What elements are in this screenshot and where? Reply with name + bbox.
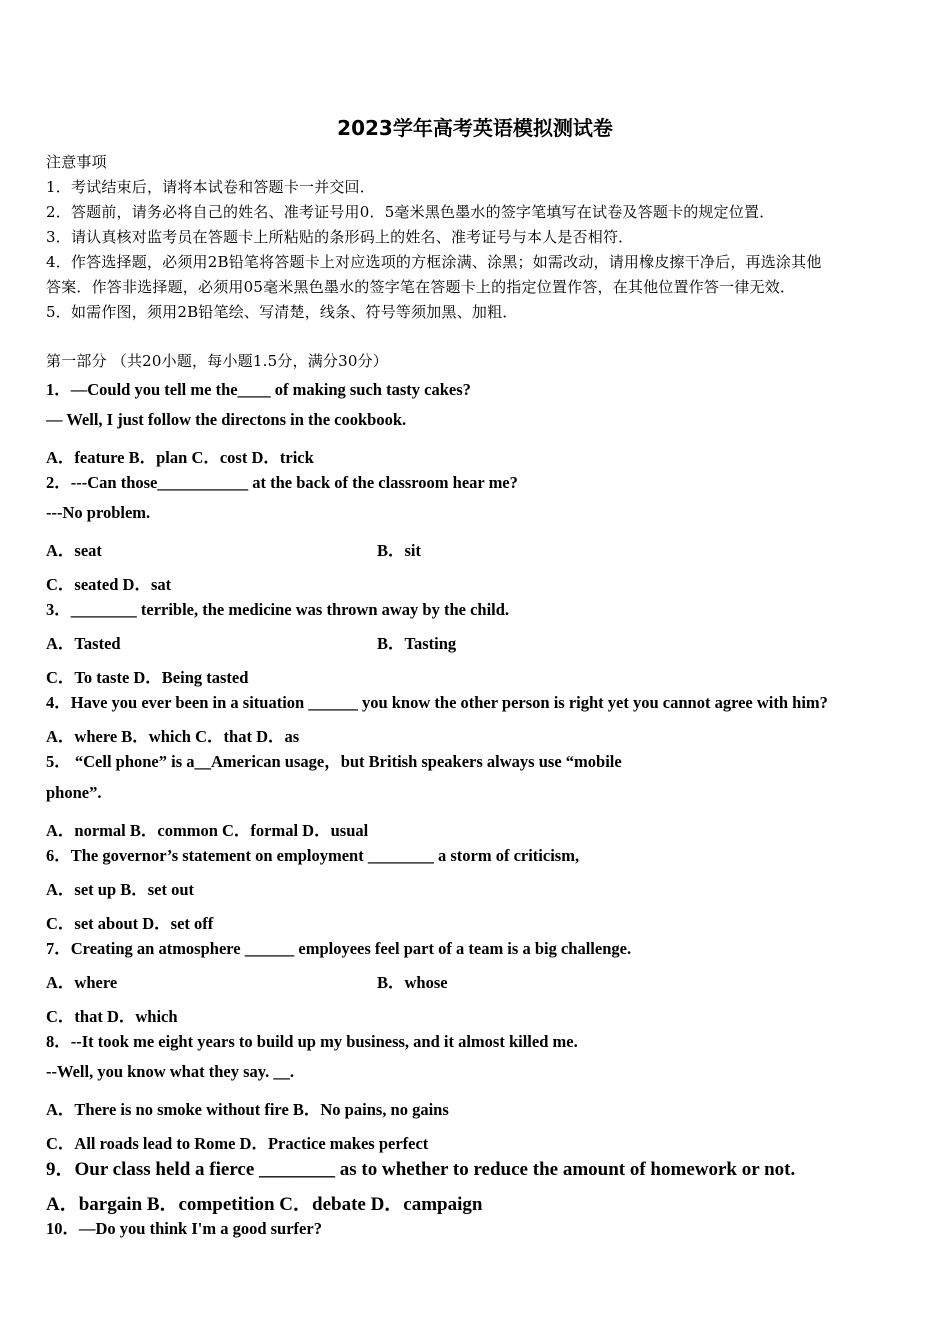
option-c-d: C．that D．which xyxy=(46,1007,178,1026)
option-a: A．Tasted xyxy=(46,634,121,653)
question-dialogue: — Well, I just follow the directons in the cookbook. xyxy=(46,410,407,429)
question-stem: 6．The governor’s statement on employment ________ a storm of criticism, xyxy=(46,846,580,865)
notice-heading: 注意事项 xyxy=(46,153,107,171)
question-options: A．feature B．plan C．cost D．trick xyxy=(46,448,314,467)
option-c-d: C．To taste D．Being tasted xyxy=(46,668,249,687)
question-dialogue: ---No problem. xyxy=(46,503,151,522)
option-b: B．Tasting xyxy=(377,634,457,653)
question-stem: 1．—Could you tell me the____ of making such tasty cakes? xyxy=(46,380,471,399)
question-stem: 7．Creating an atmosphere ______ employees feel part of a team is a big challenge. xyxy=(46,939,632,958)
notice-item: 答案．作答非选择题，必须用05毫米黑色墨水的签字笔在答题卡上的指定位置作答，在其他位置作答一律无效． xyxy=(46,278,796,296)
question-dialogue: --Well, you know what they say. __. xyxy=(46,1062,294,1081)
question-stem: 10．—Do you think I'm a good surfer? xyxy=(46,1219,322,1238)
notice-item: 4．作答选择题，必须用2B铅笔将答题卡上对应选项的方框涂满、涂黑；如需改动，请用橡皮擦干净后，再选涂其他 xyxy=(46,253,822,271)
option-a: A．where xyxy=(46,973,118,992)
question-stem: 3．________ terrible, the medicine was thrown away by the child. xyxy=(46,600,510,619)
option-a: A．seat xyxy=(46,541,102,560)
question-options: A．normal B．common C．formal D．usual xyxy=(46,821,369,840)
option-a-b: A．set up B．set out xyxy=(46,880,195,899)
option-a-b: A．There is no smoke without fire B．No pains, no gains xyxy=(46,1100,449,1119)
question-stem: 4．Have you ever been in a situation ______ you know the other person is right yet you cannot agree with him? xyxy=(46,693,828,712)
question-stem-continued: phone”. xyxy=(46,783,102,802)
question-stem: 9．Our class held a fierce ________ as to whether to reduce the amount of homework or not. xyxy=(46,1159,796,1180)
option-c-d: C．seated D．sat xyxy=(46,575,172,594)
page-title: 2023学年高考英语模拟测试卷 xyxy=(337,116,613,140)
option-c-d: C．set about D．set off xyxy=(46,914,214,933)
option-c-d: C．All roads lead to Rome D．Practice makes perfect xyxy=(46,1134,429,1153)
question-stem: 5． “Cell phone” is a__American usage，but British speakers always use “mobile xyxy=(46,752,622,771)
notice-item: 3．请认真核对监考员在答题卡上所粘贴的条形码上的姓名、准考证号与本人是否相符． xyxy=(46,228,634,246)
option-b: B．sit xyxy=(377,541,422,560)
notice-item: 2．答题前，请务必将自己的姓名、准考证号用0．5毫米黑色墨水的签字笔填写在试卷及答题卡的规定位置． xyxy=(46,203,775,221)
section-heading: 第一部分 （共20小题，每小题1.5分，满分30分） xyxy=(46,352,388,370)
notice-item: 1．考试结束后，请将本试卷和答题卡一并交回． xyxy=(46,178,375,196)
notice-item: 5．如需作图，须用2B铅笔绘、写清楚，线条、符号等须加黑、加粗． xyxy=(46,303,518,321)
option-b: B．whose xyxy=(377,973,448,992)
question-stem: 2．---Can those___________ at the back of the classroom hear me? xyxy=(46,473,518,492)
question-options: A．where B．which C．that D．as xyxy=(46,727,300,746)
question-stem: 8．--It took me eight years to build up my business, and it almost killed me. xyxy=(46,1032,578,1051)
question-options: A．bargain B．competition C．debate D．campaign xyxy=(46,1194,483,1215)
